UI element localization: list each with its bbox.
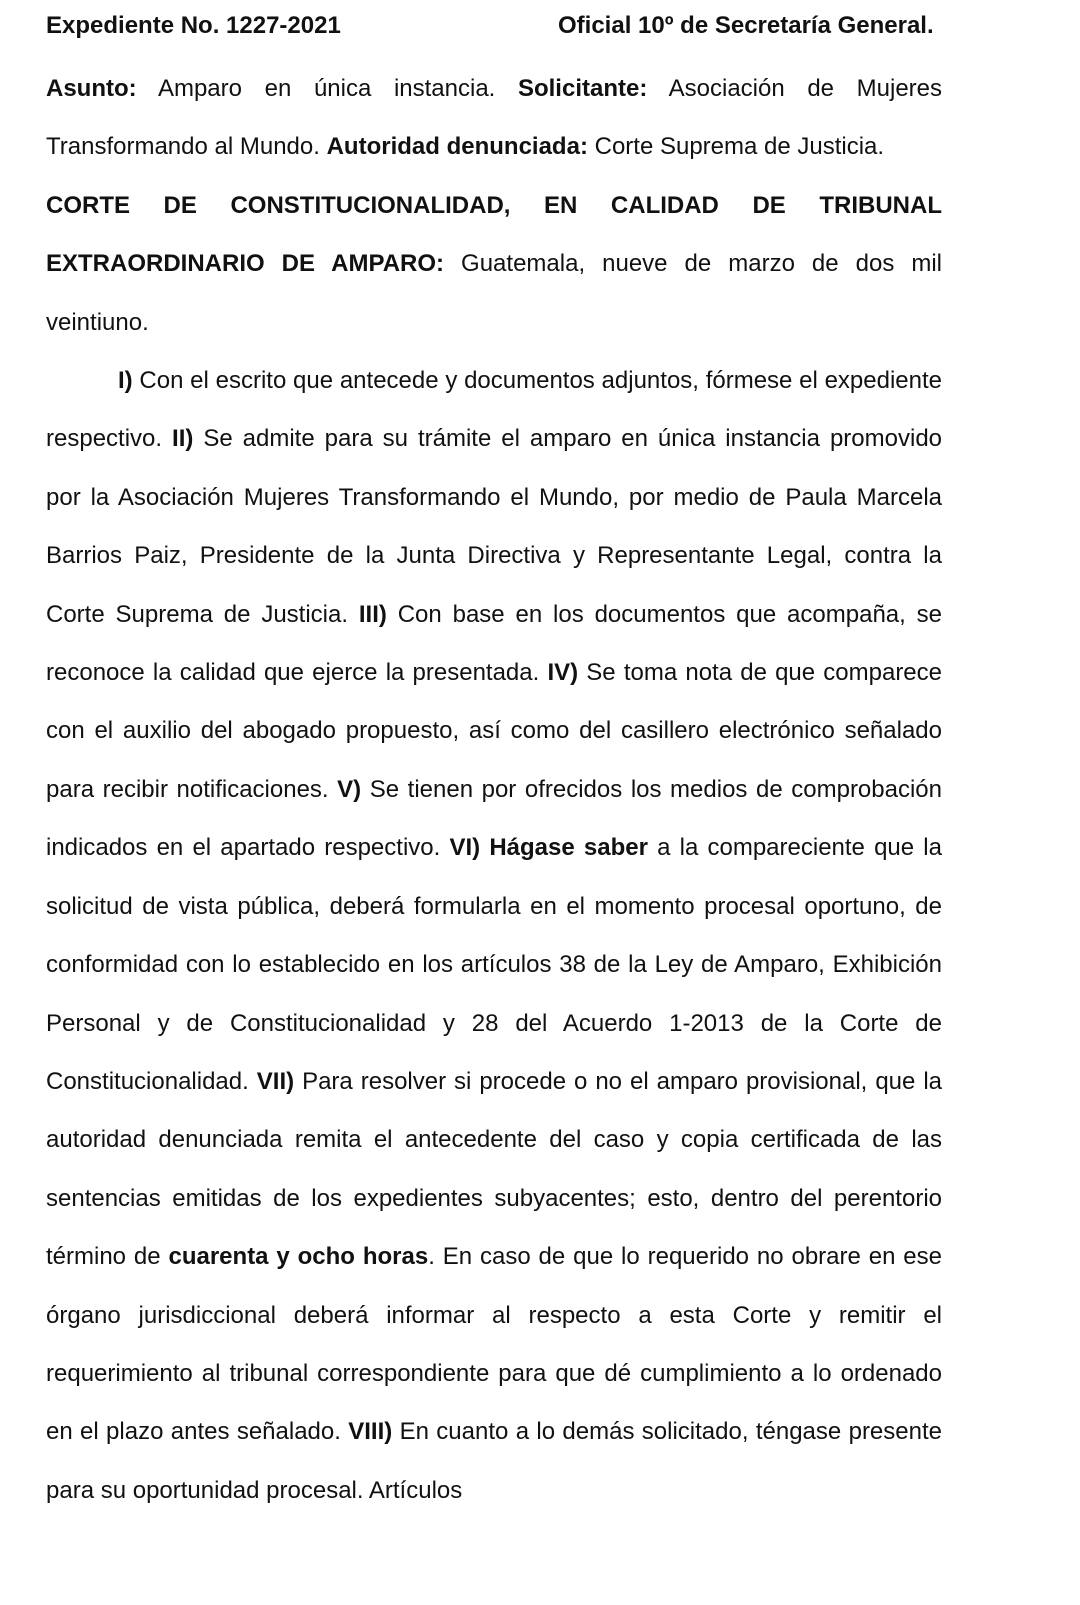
court-heading: CORTE DE CONSTITUCIONALIDAD, EN CALIDAD DE TRIBUNAL EXTRAORDINARIO DE AMPARO: <box>46 191 942 278</box>
case-caption <box>46 60 942 177</box>
office-label: Oficial 10º de Secretaría General. <box>558 12 934 39</box>
deadline-emphasis: cuarenta y ocho horas <box>168 1243 429 1271</box>
point-2-text: Se admite para su trámite el amparo en única instancia promovido por la Asociación Mujeres Transformando el Mundo, por medio de Paula Marcela Barrios Paiz, Presidente de la Junta Directiva y Representante Legal, contra la Corte Suprema de Justicia. <box>46 425 943 628</box>
point-4-number: IV) <box>547 659 579 687</box>
applicant-value: Asociación de Mujeres Transformando al Mundo. <box>46 75 943 161</box>
point-7-text-a: Para resolver si procede o no el amparo provisional, que la autoridad denunciada remita el antecedente del caso y copia certificada de las sentencias emitidas de los expedientes subyacentes; esto, dentro del perentorio término de <box>46 1067 942 1271</box>
point-5-number: V) <box>337 775 362 803</box>
court-paragraph <box>46 177 942 352</box>
resolution-paragraph <box>46 352 942 1520</box>
point-1-number: I) <box>118 367 133 395</box>
point-1-text: Con el escrito que antecede y documentos adjuntos, fórmese el expediente respectivo. <box>46 367 942 453</box>
point-2-number: II) <box>172 425 194 453</box>
authority-value: Corte Suprema de Justicia. <box>587 133 885 161</box>
point-6-text: a la compareciente que la solicitud de vista pública, deberá formularla en el momento procesal oportuno, de conformidad con lo establecido en los artículos 38 de la Ley de Amparo, Exhibición Personal y de Constitucionalidad y 28 del Acuerdo 1-2013 de la Corte de Constitucionalidad. <box>46 834 942 1095</box>
point-7-text-b: . En caso de que lo requerido no obrare en ese órgano jurisdiccional deberá informar al respecto a esta Corte y remitir el requerimiento al tribunal correspondiente para que dé cumplimiento a lo ordenado en el plazo antes señalado. <box>46 1243 942 1446</box>
point-3-text: Con base en los documentos que acompaña, se reconoce la calidad que ejerce la presentada. <box>46 600 943 687</box>
page-bottom-margin <box>0 1560 1080 1605</box>
applicant-label: Solicitante: <box>517 75 648 102</box>
point-5-text: Se tienen por ofrecidos los medios de comprobación indicados en el apartado respectivo. <box>46 775 943 862</box>
point-8-number: VIII) <box>348 1418 393 1446</box>
subject-value: Amparo en única instancia. <box>136 75 518 102</box>
document-header <box>46 8 958 44</box>
point-6-number: VI) Hágase saber <box>449 834 648 862</box>
authority-label: Autoridad denunciada: <box>326 133 588 161</box>
court-date: Guatemala, nueve de marzo de dos mil veintiuno. <box>46 250 942 336</box>
case-number: Expediente No. 1227-2021 <box>46 12 341 39</box>
document-body <box>46 60 942 1520</box>
point-8-text: En cuanto a lo demás solicitado, téngase presente para su oportunidad procesal. Artículos <box>46 1418 942 1504</box>
point-3-number: III) <box>358 600 387 628</box>
point-4-text: Se toma nota de que comparece con el auxilio del abogado propuesto, así como del casillero electrónico señalado para recibir notificaciones. <box>46 659 943 803</box>
subject-label: Asunto: <box>46 75 137 102</box>
point-7-number: VII) <box>256 1067 295 1095</box>
